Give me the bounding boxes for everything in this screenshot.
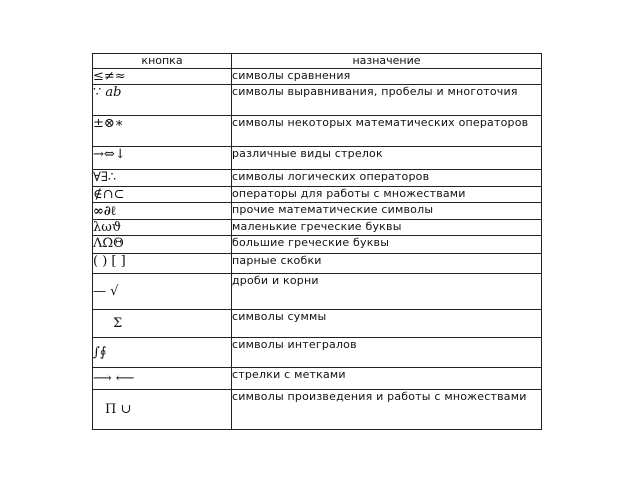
purpose-text: парные скобки — [232, 254, 542, 274]
table-row — [93, 170, 542, 187]
button-glyph — [93, 310, 232, 338]
purpose-text: символы выравнивания, пробелы и многоточия — [232, 85, 542, 116]
purpose-text: символы сравнения — [232, 69, 542, 85]
fraction-root-glyph: — √ — [93, 284, 119, 299]
table-row — [93, 368, 542, 390]
button-glyph: ∉∩⊂ — [93, 187, 232, 203]
table-row — [93, 203, 542, 220]
header-button: кнопка — [93, 54, 232, 69]
header-purpose: назначение — [232, 54, 542, 69]
purpose-text: различные виды стрелок — [232, 147, 542, 170]
purpose-text: символы интегралов — [232, 338, 542, 368]
purpose-text: стрелки с метками — [232, 368, 542, 390]
purpose-text: символы суммы — [232, 310, 542, 338]
button-glyph: ∞∂ℓ — [93, 203, 232, 220]
purpose-text: символы произведения и работы с множествами — [232, 390, 542, 430]
reference-sheet — [92, 53, 541, 430]
table-row — [93, 338, 542, 368]
button-glyph: ΛΩΘ — [93, 236, 232, 254]
button-glyph: ( ) [ ] — [93, 254, 232, 274]
purpose-text: большие греческие буквы — [232, 236, 542, 254]
table-row — [93, 147, 542, 170]
button-glyph — [93, 274, 232, 310]
table-row — [93, 85, 542, 116]
purpose-text: дроби и корни — [232, 274, 542, 310]
button-glyph — [93, 338, 232, 368]
purpose-text: символы некоторых математических операторов — [232, 116, 542, 147]
table-row — [93, 310, 542, 338]
purpose-text: маленькие греческие буквы — [232, 220, 542, 236]
labeled-arrows-glyph: ⟶ ⟵ — [93, 371, 135, 386]
table-row — [93, 254, 542, 274]
button-glyph: ∵ 𝑎𝑏 — [93, 85, 232, 116]
purpose-text: прочие математические символы — [232, 203, 542, 220]
product-union-glyph: Π ∪ — [105, 402, 132, 417]
purpose-text: операторы для работы с множествами — [232, 187, 542, 203]
sum-glyph: Σ — [113, 316, 123, 331]
table-header-row — [93, 54, 542, 69]
button-glyph — [93, 390, 232, 430]
integral-glyph: ∫∮ — [93, 345, 107, 360]
table-row — [93, 116, 542, 147]
table-row — [93, 69, 542, 85]
palette-table — [92, 53, 542, 430]
button-glyph: →⇔↓ — [93, 147, 232, 170]
button-glyph: ±⊗∗ — [93, 116, 232, 147]
table-row — [93, 187, 542, 203]
table-row — [93, 220, 542, 236]
button-glyph: λωϑ — [93, 220, 232, 236]
table-row — [93, 390, 542, 430]
button-glyph: ≤≠≈ — [93, 69, 232, 85]
table-row — [93, 274, 542, 310]
table-row — [93, 236, 542, 254]
purpose-text: символы логических операторов — [232, 170, 542, 187]
button-glyph — [93, 368, 232, 390]
button-glyph: ∀∃∴ — [93, 170, 232, 187]
